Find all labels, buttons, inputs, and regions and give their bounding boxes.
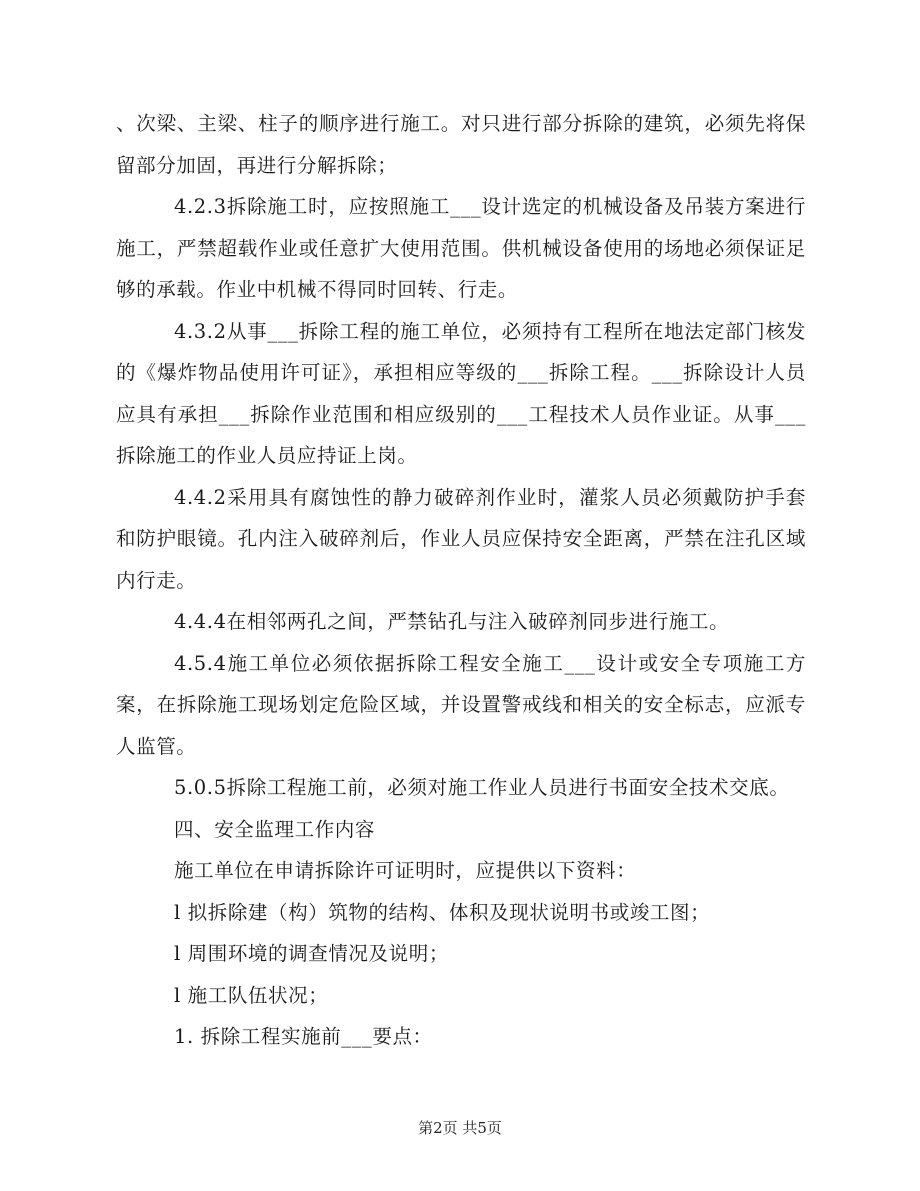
paragraph-4-5-4: 4.5.4施工单位必须依据拆除工程安全施工___设计或安全专项施工方案，在拆除施工现场划定危险区域，并设置警戒线和相关的安全标志，应派专人监管。 xyxy=(116,651,806,758)
numbered-item: 1. 拆除工程实施前___要点： xyxy=(174,1025,433,1048)
paragraph-4-4-2: 4.4.2采用具有腐蚀性的静力破碎剂作业时，灌浆人员必须戴防护手套和防护眼镜。孔内注入破碎剂后，作业人员应保持安全距离，严禁在注孔区域内行走。 xyxy=(116,485,806,592)
document-body xyxy=(116,103,806,1058)
list-item: l 周围环境的调查情况及说明； xyxy=(174,942,449,965)
list-item: l 施工队伍状况； xyxy=(174,983,329,1007)
paragraph-4-4-4: 4.4.4在相邻两孔之间，严禁钻孔与注入破碎剂同步进行施工。 xyxy=(174,610,730,633)
paragraph-5-0-5: 5.0.5拆除工程施工前，必须对施工作业人员进行书面安全技术交底。 xyxy=(174,776,790,799)
paragraph-intro: 施工单位在申请拆除许可证明时，应提供以下资料： xyxy=(174,859,637,882)
list-item: l 拟拆除建（构）筑物的结构、体积及现状说明书或竣工图； xyxy=(174,900,711,924)
paragraph-continuation: 、次梁、主梁、柱子的顺序进行施工。对只进行部分拆除的建筑，必须先将保留部分加固，再进行分解拆除； xyxy=(116,112,806,177)
paragraph-4-3-2: 4.3.2从事___拆除工程的施工单位，必须持有工程所在地法定部门核发的《爆炸物品使用许可证》，承担相应等级的___拆除工程。___拆除设计人员应具有承担___拆除作业范围和相应级别的___工程技术人员作业证。从事___拆除施工的作业人员应持证上岗。 xyxy=(116,319,806,467)
paragraph-4-2-3: 4.2.3拆除施工时，应按照施工___设计选定的机械设备及吊装方案进行施工，严禁超载作业或任意扩大使用范围。供机械设备使用的场地必须保证足够的承载。作业中机械不得同时回转、行走。 xyxy=(116,195,806,301)
page-footer: 第2页 共5页 xyxy=(418,1119,502,1137)
section-heading: 四、安全监理工作内容 xyxy=(174,817,376,841)
